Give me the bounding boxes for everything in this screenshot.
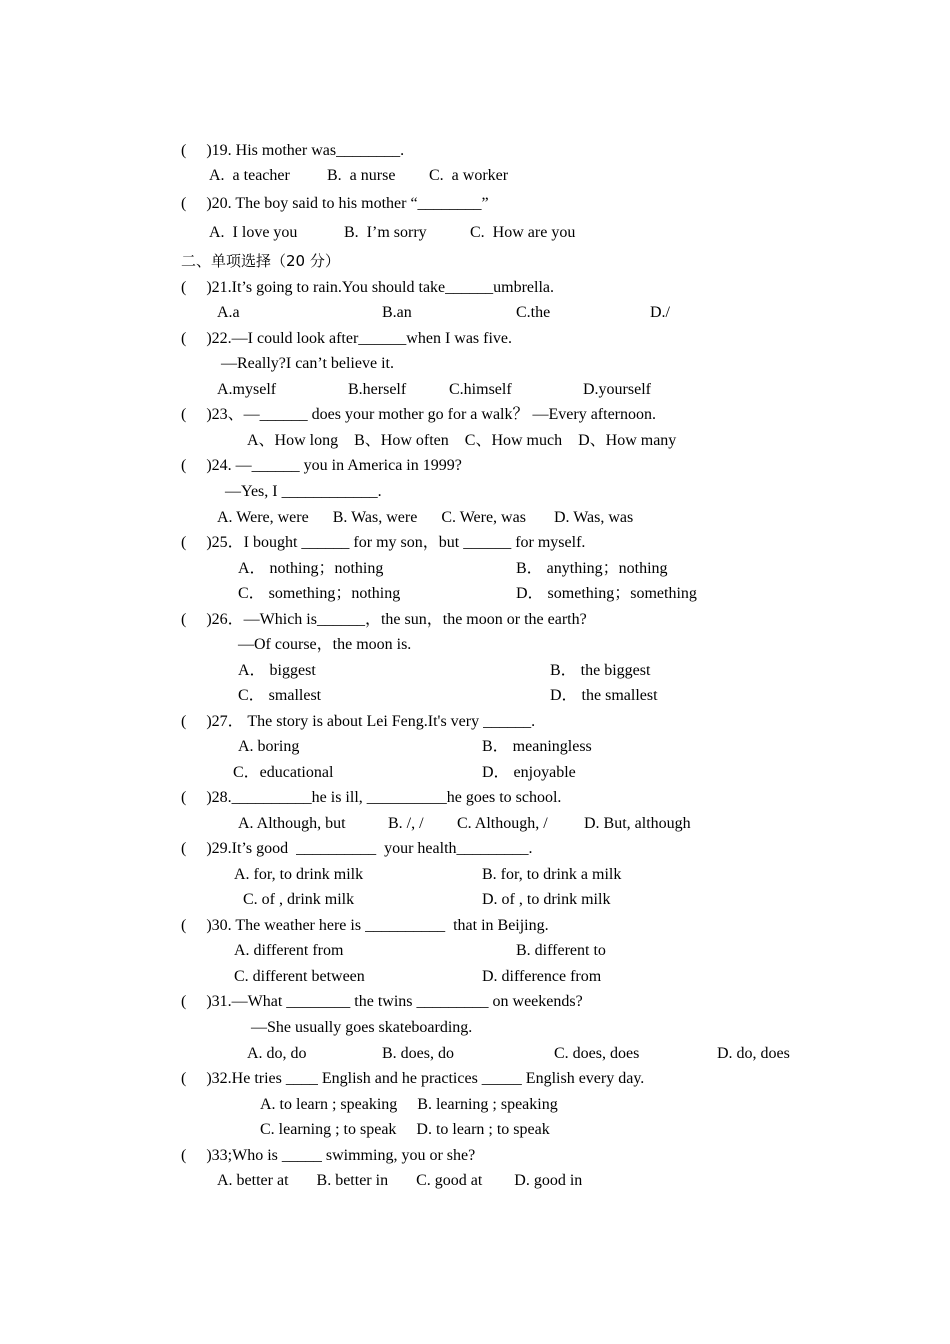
question-21-option-c: C.the [516, 304, 551, 321]
question-30-option-c: C. different between [234, 968, 365, 985]
question-31-stem: ( )31.—What ________ the twins _________ on weekends? [181, 993, 583, 1010]
question-29-option-a: A. for, to drink milk [234, 866, 364, 883]
question-21-stem: ( )21.It’s going to rain.You should take______umbrella. [181, 279, 555, 296]
question-27-stem: ( )27． The story is about Lei Feng.It's very ______. [181, 713, 536, 730]
question-24-stem: ( )24. —______ you in America in 1999? [181, 457, 462, 474]
question-26-option-a: A． biggest [238, 662, 316, 679]
question-25-option-a: A． nothing；nothing [238, 560, 384, 577]
question-20-option-a: A. I love you [209, 224, 298, 241]
question-27-option-a: A. boring [238, 738, 300, 755]
question-32-stem: ( )32.He tries ____ English and he practices _____ English every day. [181, 1070, 645, 1087]
question-27-option-c: C．educational [233, 764, 334, 781]
question-31-option-c: C. does, does [554, 1045, 640, 1062]
question-26-option-d: D． the smallest [550, 687, 658, 704]
question-26-dialogue: —Of course，the moon is. [238, 636, 412, 653]
question-19-option-b: B. a nurse [327, 167, 396, 184]
question-31-option-d: D. do, does [717, 1045, 790, 1062]
question-29-stem: ( )29.It’s good __________ your health_________. [181, 840, 533, 857]
question-28-option-d: D. But, although [584, 815, 691, 832]
question-22-dialogue: —Really?I can’t believe it. [221, 355, 394, 372]
question-21-option-a: A.a [217, 304, 240, 321]
question-23-stem: ( )23、—______ does your mother go for a walk？ —Every afternoon. [181, 406, 657, 423]
question-28-stem: ( )28.__________he is ill, __________he goes to school. [181, 789, 562, 806]
question-26-option-b: B． the biggest [550, 662, 651, 679]
question-30-option-b: B. different to [516, 942, 606, 959]
question-23-options: A、How long B、How often C、How much D、How many [247, 432, 677, 449]
question-25-option-d: D． something；something [516, 585, 697, 602]
question-22-stem: ( )22.—I could look after______when I was five. [181, 330, 513, 347]
question-22-option-b: B.herself [348, 381, 407, 398]
question-28-option-c: C. Although, / [457, 815, 548, 832]
question-21-option-b: B.an [382, 304, 412, 321]
question-32-options-row1: A. to learn ; speaking B. learning ; speaking [260, 1096, 558, 1113]
question-29-option-c: C. of , drink milk [243, 891, 355, 908]
question-33-stem: ( )33;Who is _____ swimming, you or she? [181, 1147, 476, 1164]
question-25-option-c: C． something；nothing [238, 585, 401, 602]
question-27-option-d: D． enjoyable [482, 764, 576, 781]
question-31-dialogue: —She usually goes skateboarding. [251, 1019, 473, 1036]
question-19-option-c: C. a worker [429, 167, 509, 184]
question-25-stem: ( )25．I bought ______ for my son，but ______ for myself. [181, 534, 586, 551]
question-30-option-d: D. difference from [482, 968, 602, 985]
question-28-option-b: B. /, / [388, 815, 424, 832]
question-24-dialogue: —Yes, I ____________. [225, 483, 382, 500]
question-22-option-c: C.himself [449, 381, 512, 398]
question-22-option-d: D.yourself [583, 381, 651, 398]
question-29-option-d: D. of , to drink milk [482, 891, 611, 908]
question-21-option-d: D./ [650, 304, 670, 321]
question-22-option-a: A.myself [217, 381, 277, 398]
question-20-option-b: B. I’m sorry [344, 224, 427, 241]
question-31-option-b: B. does, do [382, 1045, 454, 1062]
question-19-option-a: A. a teacher [209, 167, 290, 184]
question-33-options: A. better at B. better in C. good at D. good in [217, 1172, 583, 1189]
question-26-option-c: C． smallest [238, 687, 322, 704]
question-28-option-a: A. Although, but [238, 815, 346, 832]
question-20-stem: ( )20. The boy said to his mother “________” [181, 195, 489, 212]
question-25-option-b: B． anything；nothing [516, 560, 668, 577]
question-27-option-b: B． meaningless [482, 738, 592, 755]
question-32-options-row2: C. learning ; to speak D. to learn ; to speak [260, 1121, 550, 1138]
section-heading: 二、单项选择（20 分） [181, 252, 340, 270]
question-26-stem: ( )26．—Which is______，the sun，the moon or the earth? [181, 611, 587, 628]
question-31-option-a: A. do, do [247, 1045, 307, 1062]
question-24-options: A. Were, were B. Was, were C. Were, was D. Was, was [217, 509, 634, 526]
question-29-option-b: B. for, to drink a milk [482, 866, 622, 883]
question-30-option-a: A. different from [234, 942, 344, 959]
question-30-stem: ( )30. The weather here is __________ that in Beijing. [181, 917, 549, 934]
question-20-option-c: C. How are you [470, 224, 576, 241]
question-19-stem: ( )19. His mother was________. [181, 142, 405, 159]
